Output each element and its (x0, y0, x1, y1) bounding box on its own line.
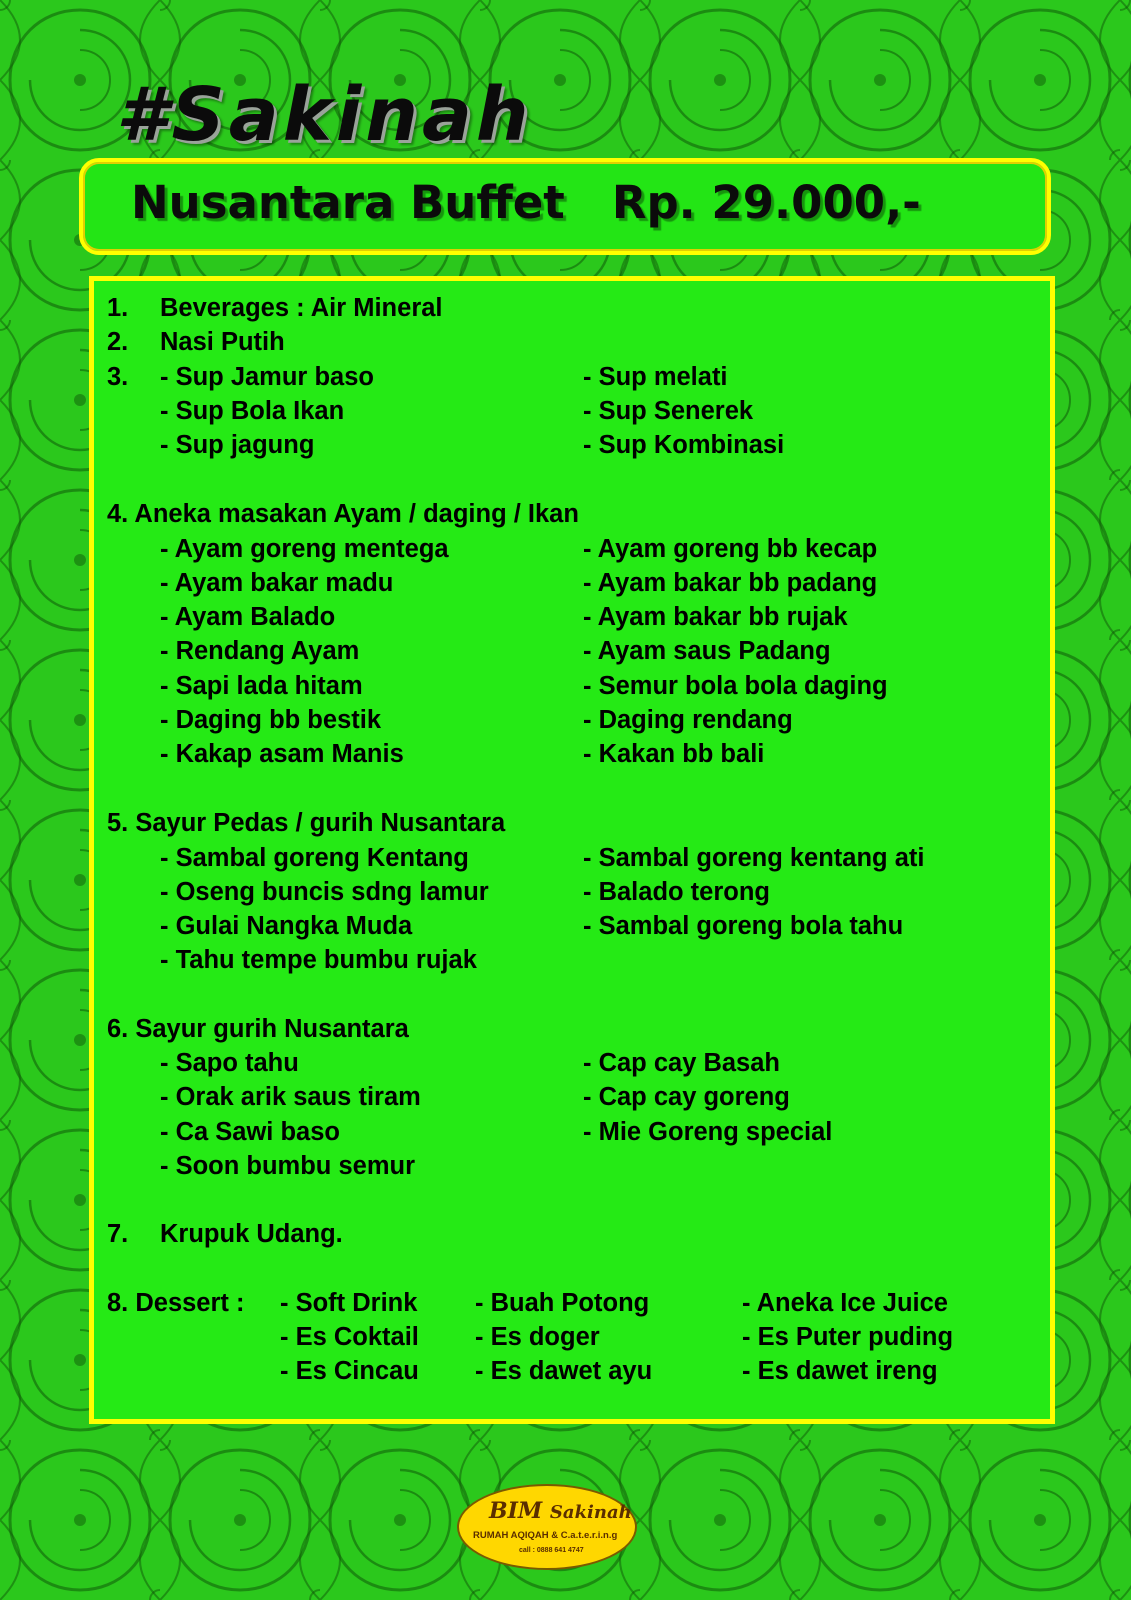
menu-line-2-col-2: Nasi Putih (160, 328, 285, 356)
menu-line-2-col-1: 2. (107, 328, 129, 356)
menu-line-21-col-2: - Orak arik saus tiram (160, 1083, 421, 1111)
logo-name (489, 1498, 632, 1524)
logo-brand: Sakinah (549, 1502, 632, 1523)
menu-line-10-col-3: - Ayam saus Padang (583, 637, 831, 665)
dessert-item-2-1: - Es Coktail (280, 1323, 419, 1351)
menu-line-7-col-3: - Ayam goreng bb kecap (583, 535, 878, 563)
dessert-item-1-1: - Soft Drink (280, 1289, 418, 1317)
menu-line-3-col-2: - Sup Jamur baso (160, 363, 374, 391)
menu-line-3-col-3: - Sup melati (583, 363, 728, 391)
menu-line-13-col-3: - Kakan bb bali (583, 740, 765, 768)
menu-line-11-col-3: - Semur bola bola daging (583, 672, 888, 700)
menu-line-5-col-3: - Sup Kombinasi (583, 431, 785, 459)
menu-line-19-col-1: 6. Sayur gurih Nusantara (107, 1015, 409, 1043)
logo-tagline: RUMAH AQIQAH & C.a.t.e.r.i.n.g (473, 1530, 618, 1541)
menu-line-15-col-3: - Sambal goreng kentang ati (583, 844, 925, 872)
menu-line-17-col-2: - Gulai Nangka Muda (160, 912, 413, 940)
menu-line-8-col-2: - Ayam bakar madu (160, 569, 394, 597)
menu-line-24-col-2: Krupuk Udang. (160, 1220, 343, 1248)
menu-line-4-col-2: - Sup Bola Ikan (160, 397, 345, 425)
menu-line-11-col-2: - Sapi lada hitam (160, 672, 363, 700)
menu-line-6-col-1: 4. Aneka masakan Ayam / daging / Ikan (107, 500, 579, 528)
menu-line-3-col-1: 3. (107, 363, 129, 391)
menu-line-9-col-3: - Ayam bakar bb rujak (583, 603, 848, 631)
menu-line-20-col-3: - Cap cay Basah (583, 1049, 781, 1077)
dessert-item-2-3: - Es Puter puding (742, 1323, 954, 1351)
menu-line-12-col-2: - Daging bb bestik (160, 706, 382, 734)
dessert-item-3-1: - Es Cincau (280, 1357, 419, 1385)
menu-line-4-col-3: - Sup Senerek (583, 397, 754, 425)
menu-line-1-col-1: 1. (107, 294, 129, 322)
price-text (131, 176, 921, 229)
dessert-item-1-3: - Aneka Ice Juice (742, 1289, 948, 1317)
menu-line-9-col-2: - Ayam Balado (160, 603, 336, 631)
menu-line-17-col-3: - Sambal goreng bola tahu (583, 912, 904, 940)
brand-title: #Sakinah (116, 72, 533, 158)
dessert-label: 8. Dessert : (107, 1289, 245, 1317)
menu-line-21-col-3: - Cap cay goreng (583, 1083, 790, 1111)
dessert-item-2-2: - Es doger (475, 1323, 600, 1351)
menu-line-16-col-2: - Oseng buncis sdng lamur (160, 878, 489, 906)
dessert-item-1-2: - Buah Potong (475, 1289, 650, 1317)
logo-badge (457, 1484, 637, 1570)
dessert-item-3-3: - Es dawet ireng (742, 1357, 938, 1385)
menu-line-12-col-3: - Daging rendang (583, 706, 793, 734)
buffet-name: Nusantara Buffet (131, 176, 565, 229)
menu-line-8-col-3: - Ayam bakar bb padang (583, 569, 878, 597)
menu-line-10-col-2: - Rendang Ayam (160, 637, 360, 665)
menu-line-1-col-2: Beverages : Air Mineral (160, 294, 443, 322)
logo-mark: BIM (489, 1498, 543, 1524)
menu-line-22-col-2: - Ca Sawi baso (160, 1118, 340, 1146)
menu-line-5-col-2: - Sup jagung (160, 431, 315, 459)
menu-box (89, 276, 1055, 1424)
menu-line-13-col-2: - Kakap asam Manis (160, 740, 404, 768)
price-banner (79, 158, 1051, 255)
menu-line-22-col-3: - Mie Goreng special (583, 1118, 833, 1146)
menu-line-14-col-1: 5. Sayur Pedas / gurih Nusantara (107, 809, 506, 837)
menu-line-7-col-2: - Ayam goreng mentega (160, 535, 449, 563)
buffet-price: Rp. 29.000,- (611, 176, 921, 229)
menu-line-23-col-2: - Soon bumbu semur (160, 1152, 415, 1180)
menu-line-16-col-3: - Balado terong (583, 878, 771, 906)
dessert-item-3-2: - Es dawet ayu (475, 1357, 653, 1385)
logo-call: call : 0888 641 4747 (519, 1547, 584, 1554)
menu-line-20-col-2: - Sapo tahu (160, 1049, 299, 1077)
menu-line-18-col-2: - Tahu tempe bumbu rujak (160, 946, 477, 974)
menu-line-24-col-1: 7. (107, 1220, 129, 1248)
menu-line-15-col-2: - Sambal goreng Kentang (160, 844, 469, 872)
